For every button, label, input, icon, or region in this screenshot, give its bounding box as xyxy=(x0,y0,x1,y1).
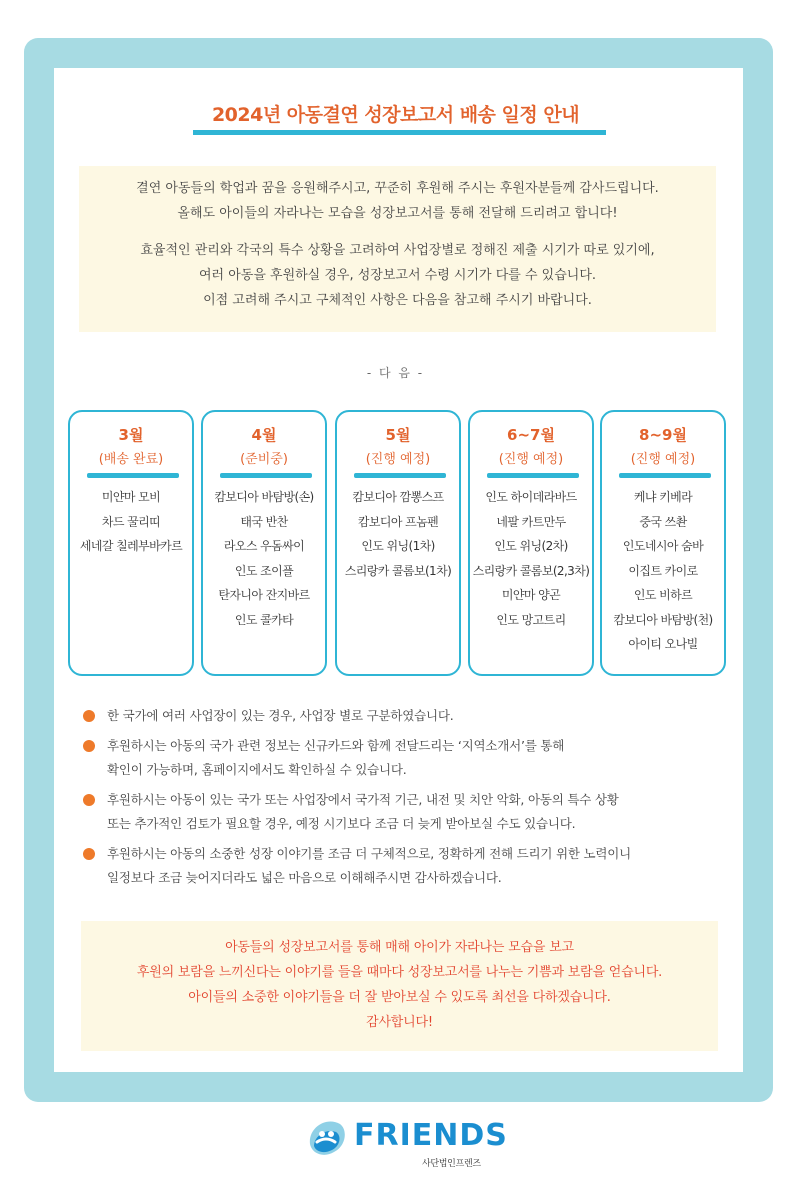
country-item: 세네갈 칠레부바카르 xyxy=(79,539,183,553)
note-line: 일정보다 조금 늦어지더라도 넓은 마음으로 이해해주시면 감사하겠습니다. xyxy=(107,870,502,885)
page-title: 2024년 아동결연 성장보고서 배송 일정 안내 xyxy=(211,104,580,126)
intro-line: 이점 고려해 주시고 구체적인 사항은 다음을 참고해 주시기 바랍니다. xyxy=(203,293,592,308)
country-item: 인도 위닝(1차) xyxy=(361,539,435,553)
intro-line: 여러 아동을 후원하실 경우, 성장보고서 수령 시기가 다를 수 있습니다. xyxy=(198,268,597,283)
country-item: 스리랑카 콜롬보(2,3차) xyxy=(472,563,590,578)
country-item: 인도 비하르 xyxy=(633,588,693,602)
card-month: 5월 xyxy=(385,426,411,444)
bullet-icon xyxy=(83,710,95,722)
note-line: 후원하시는 아동의 국가 관련 정보는 신규카드와 함께 전달드리는 ‘지역소개서’를 통해 xyxy=(107,738,565,753)
intro-box xyxy=(79,166,716,332)
notes-list xyxy=(83,704,723,896)
country-item: 중국 쓰촨 xyxy=(639,514,687,529)
closing-line: 후원의 보람을 느끼신다는 이야기를 들을 때마다 성장보고서를 나누는 기쁨과 보람을 얻습니다. xyxy=(136,965,663,980)
schedule-card xyxy=(201,410,327,676)
country-item: 차드 꿀리띠 xyxy=(101,514,161,529)
country-item: 태국 반찬 xyxy=(240,514,288,529)
country-list xyxy=(470,485,592,632)
card-status: (진행 예정) xyxy=(365,452,431,467)
country-list xyxy=(203,485,325,632)
bullet-icon xyxy=(83,794,95,806)
schedule-card xyxy=(468,410,594,676)
country-item: 아이티 오나빌 xyxy=(628,637,698,651)
country-list xyxy=(70,485,192,559)
country-item: 캄보디아 바탐방(손) xyxy=(214,490,314,504)
country-list xyxy=(602,485,724,657)
country-item: 스리랑카 콜롬보(1차) xyxy=(344,563,452,578)
country-item: 인도 위닝(2차) xyxy=(494,539,568,553)
country-item: 인도네시아 숨바 xyxy=(622,539,704,553)
closing-box xyxy=(81,921,718,1051)
note-item xyxy=(83,734,723,782)
friends-emblem-icon xyxy=(304,1116,348,1160)
country-item: 인도 망고트리 xyxy=(496,612,566,627)
note-line: 확인이 가능하며, 홈페이지에서도 확인하실 수 있습니다. xyxy=(107,762,407,777)
card-month: 6~7월 xyxy=(507,426,555,444)
intro-line: 결연 아동들의 학업과 꿈을 응원해주시고, 꾸준히 후원해 주시는 후원자분들께 감사드립니다. xyxy=(136,181,659,196)
card-status: (진행 예정) xyxy=(630,452,696,467)
note-line: 후원하시는 아동이 있는 국가 또는 사업장에서 국가적 기근, 내전 및 치안 악화, 아동의 특수 상황 xyxy=(107,792,619,807)
country-item: 캄보디아 깜뽕스프 xyxy=(352,490,444,504)
country-list xyxy=(337,485,459,583)
country-item: 이집트 카이로 xyxy=(628,563,698,578)
card-divider xyxy=(619,473,711,478)
country-item: 캄보디아 프놈펜 xyxy=(357,514,439,529)
card-divider xyxy=(487,473,579,478)
card-month: 4월 xyxy=(251,426,277,444)
country-item: 인도 콜카타 xyxy=(234,612,294,627)
bullet-icon xyxy=(83,740,95,752)
card-divider xyxy=(220,473,312,478)
card-status: (진행 예정) xyxy=(498,452,564,467)
country-item: 케냐 키베라 xyxy=(633,490,693,504)
note-line: 한 국가에 여러 사업장이 있는 경우, 사업장 별로 구분하였습니다. xyxy=(107,708,454,723)
country-item: 인도 하이데라바드 xyxy=(485,490,577,504)
card-month: 3월 xyxy=(118,426,144,444)
note-item xyxy=(83,704,723,728)
logo-subtitle: 사단법인프렌즈 xyxy=(422,1159,481,1169)
intro-paragraph-1 xyxy=(79,176,716,226)
country-item: 미얀마 모비 xyxy=(101,490,161,504)
closing-line: 아이들의 소중한 이야기들을 더 잘 받아보실 수 있도록 최선을 다하겠습니다. xyxy=(188,990,611,1005)
friends-logo xyxy=(304,1114,508,1180)
schedule-card xyxy=(335,410,461,676)
country-item: 네팔 카트만두 xyxy=(496,514,566,529)
country-item: 캄보디아 바탐방(천) xyxy=(613,612,713,627)
card-month: 8~9월 xyxy=(639,426,687,444)
title-underline xyxy=(193,130,606,135)
card-divider xyxy=(87,473,179,478)
intro-paragraph-2 xyxy=(79,238,716,313)
card-status: (준비중) xyxy=(240,452,288,467)
card-status: (배송 완료) xyxy=(98,452,164,467)
card-divider xyxy=(354,473,446,478)
intro-line: 효율적인 관리와 각국의 특수 상황을 고려하여 사업장별로 정해진 제출 시기가 따로 있기에, xyxy=(140,243,655,258)
note-line: 후원하시는 아동의 소중한 성장 이야기를 조금 더 구체적으로, 정확하게 전해 드리기 위한 노력이니 xyxy=(107,846,632,861)
country-item: 탄자니아 잔지바르 xyxy=(218,588,310,602)
note-item xyxy=(83,842,723,890)
note-line: 또는 추가적인 검토가 필요할 경우, 예정 시기보다 조금 더 늦게 받아보실 수도 있습니다. xyxy=(107,816,576,831)
intro-line: 올해도 아이들의 자라나는 모습을 성장보고서를 통해 전달해 드리려고 합니다! xyxy=(177,206,618,221)
country-item: 미얀마 양곤 xyxy=(501,588,561,602)
country-item: 인도 조이플 xyxy=(234,563,294,578)
bullet-icon xyxy=(83,848,95,860)
closing-line: 감사합니다! xyxy=(366,1015,433,1030)
section-separator: - 다 음 - xyxy=(366,366,425,380)
logo-wordmark: FRIENDS xyxy=(354,1118,508,1153)
schedule-card xyxy=(600,410,726,676)
closing-line: 아동들의 성장보고서를 통해 매해 아이가 자라나는 모습을 보고 xyxy=(225,940,574,955)
note-item xyxy=(83,788,723,836)
country-item: 라오스 우돔싸이 xyxy=(223,539,305,553)
schedule-card xyxy=(68,410,194,676)
